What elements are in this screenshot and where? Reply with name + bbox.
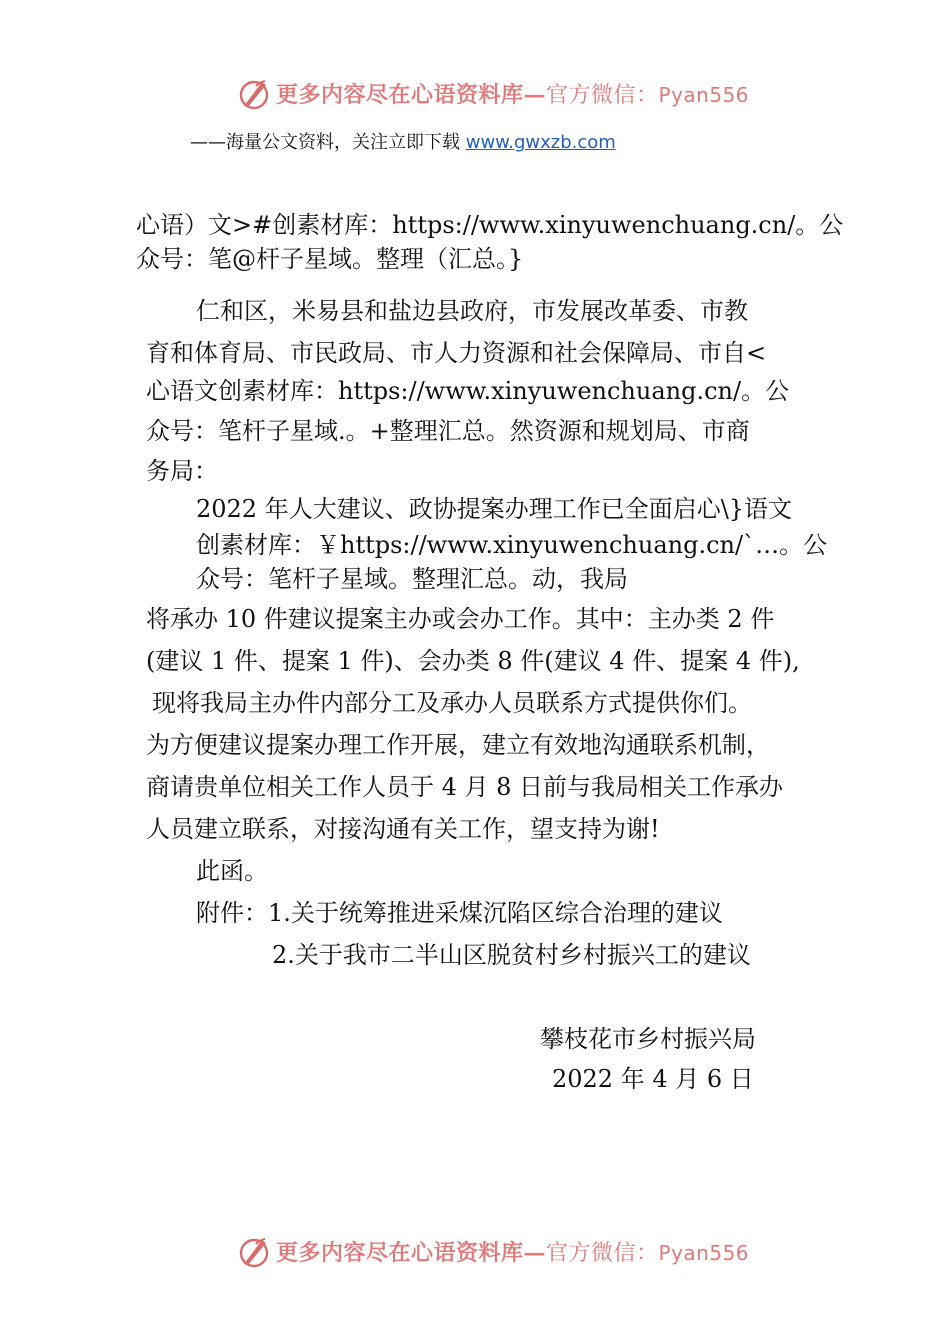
download-note-text: ——海量公文资料，关注立即下载 [190, 132, 466, 153]
body-line: 心语）文>#创素材库：https://www.xinyuwenchuang.cn/。公 [136, 211, 844, 239]
banner-account: Pyan556 [658, 1241, 750, 1265]
banner-dash: — [523, 1240, 547, 1266]
body-line: 创素材库：￥https://www.xinyuwenchuang.cn/`…。公 [196, 531, 828, 559]
banner-account: Pyan556 [658, 83, 750, 107]
body-line: 为方便建议提案办理工作开展，建立有效地沟通联系机制， [146, 731, 770, 759]
body-line: 仁和区，米易县和盐边县政府，市发展改革委、市教 [196, 297, 748, 325]
banner-dash: — [523, 82, 547, 108]
attachment-line: 附件：1.关于统筹推进采煤沉陷区综合治理的建议 [196, 899, 723, 927]
body-line: 现将我局主办件内部分工及承办人员联系方式提供你们。 [152, 689, 752, 717]
body-line: 务局： [146, 457, 218, 485]
attachment-line: 2.关于我市二半山区脱贫村乡村振兴工的建议 [272, 941, 751, 969]
body-line: 众号：笔杆子星域。整理汇总。动，我局 [196, 565, 628, 593]
body-line: 商请贵单位相关工作人员于 4 月 8 日前与我局相关工作承办 [146, 773, 784, 801]
quill-logo-icon [236, 1234, 272, 1270]
header-banner [0, 70, 950, 120]
body-line: 将承办 10 件建议提案主办或会办工作。其中：主办类 2 件 [146, 605, 775, 633]
closing-line: 此函。 [196, 857, 268, 885]
body-line: 2022 年人大建议、政协提案办理工作已全面启心\}语文 [196, 495, 793, 523]
body-line: 人员建立联系，对接沟通有关工作，望支持为谢! [146, 815, 660, 843]
signature-org: 攀枝花市乡村振兴局 [540, 1025, 756, 1053]
footer-banner [0, 1228, 950, 1278]
signature-date: 2022 年 4 月 6 日 [552, 1065, 754, 1093]
body-line: 众号：笔@杆子星域。整理（汇总。} [136, 245, 524, 273]
download-note [190, 128, 616, 154]
body-line: (建议 1 件、提案 1 件)、会办类 8 件(建议 4 件、提案 4 件), [146, 647, 800, 675]
banner-text [276, 78, 749, 109]
banner-main: 更多内容尽在心语资料库 [276, 1240, 524, 1266]
banner-main: 更多内容尽在心语资料库 [276, 82, 524, 108]
site-link[interactable]: www.gwxzb.com [465, 132, 616, 153]
body-line: 育和体育局、市民政局、市人力资源和社会保障局、市自< [146, 339, 767, 367]
banner-wechat-label: 官方微信： [546, 1241, 659, 1266]
body-line: 心语文创素材库：https://www.xinyuwenchuang.cn/。公 [146, 377, 790, 405]
banner-wechat-label: 官方微信： [546, 83, 659, 108]
banner-text [276, 1236, 749, 1267]
body-line: 众号：笔杆子星域.。+整理汇总。然资源和规划局、市商 [146, 417, 750, 445]
quill-logo-icon [236, 76, 272, 112]
